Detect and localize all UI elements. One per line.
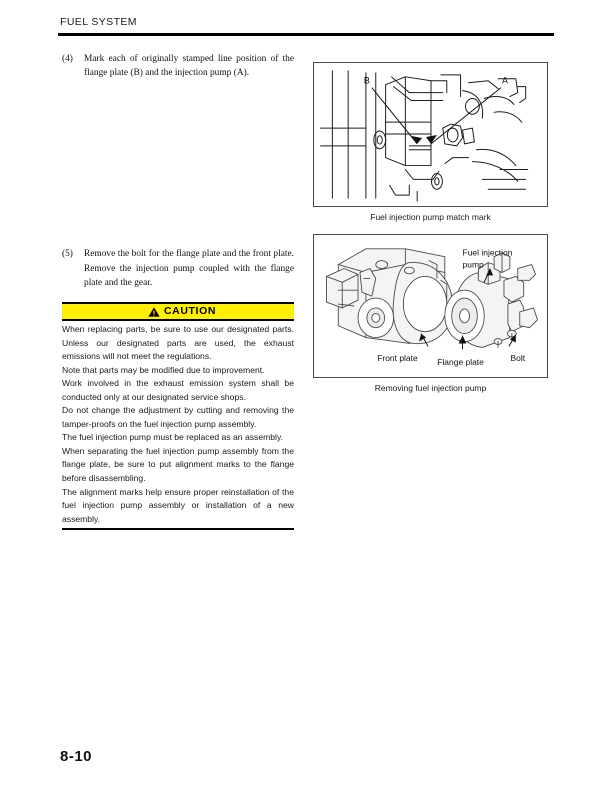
figure-label-b: B <box>363 75 370 86</box>
page-number: 8-10 <box>60 748 93 765</box>
figure-bottom-lineart <box>314 235 547 377</box>
figure-label-front-plate: Front plate <box>377 353 418 364</box>
caution-paragraph: When replacing parts, be sure to use our designated parts. Unless our designated parts are used, the exhaust emissions will not meet the regulations. <box>62 324 294 362</box>
figure-label-bolt: Bolt <box>510 353 526 364</box>
caution-label: CAUTION <box>163 305 217 318</box>
step-5-text: Remove the bolt for the flange plate and the front plate. Remove the injection pump coupled with the flange plate and the gear. <box>84 249 294 288</box>
warning-triangle-icon <box>148 307 160 317</box>
figure-fuel-injection-pump-match-mark <box>313 62 548 222</box>
figure-label-fuel-injection-line2: pump <box>462 259 484 270</box>
figure-label-fuel-injection-line1: Fuel injection <box>462 247 513 258</box>
figure-removing-fuel-injection-pump <box>313 234 548 393</box>
step-4-text: Mark each of originally stamped line position of the flange plate (B) and the injection pump (A). <box>84 54 294 79</box>
caution-paragraph: Note that parts may be modified due to improvement. <box>62 364 265 375</box>
step-5-number: (5) <box>62 249 73 260</box>
figure-bottom-caption: Removing fuel injection pump <box>374 383 487 393</box>
figure-label-flange-plate: Flange plate <box>437 357 484 368</box>
figure-top-frame <box>313 62 548 207</box>
instruction-step-5 <box>62 247 294 290</box>
instruction-column <box>62 52 294 530</box>
figure-bottom-frame <box>313 234 548 378</box>
step-4-number: (4) <box>62 54 73 64</box>
page-header-title: FUEL SYSTEM <box>60 16 137 28</box>
caution-paragraph: The fuel injection pump must be replaced as an assembly. <box>62 432 284 443</box>
caution-paragraph: Work involved in the exhaust emission system shall be conducted only at our designated service shops. <box>62 378 294 402</box>
caution-paragraph: The alignment marks help ensure proper reinstallation of the fuel injection pump assembly or installation of a new assembly. <box>62 486 294 524</box>
caution-paragraph: When separating the fuel injection pump assembly from the flange plate, be sure to put alignment marks to the flange before disassembling. <box>62 445 294 484</box>
caution-bottom-divider <box>62 528 294 530</box>
caution-paragraph: Do not change the adjustment by cutting and removing the tamper-proofs on the fuel injection pump assembly. <box>62 405 294 429</box>
caution-body <box>62 321 294 526</box>
figure-label-a: A <box>501 75 508 86</box>
figure-top-caption: Fuel injection pump match mark <box>370 212 491 222</box>
caution-block <box>62 302 294 530</box>
caution-banner <box>62 302 294 321</box>
header-divider <box>58 33 554 36</box>
instruction-step-4 <box>62 52 294 80</box>
figure-top-lineart <box>314 63 547 206</box>
